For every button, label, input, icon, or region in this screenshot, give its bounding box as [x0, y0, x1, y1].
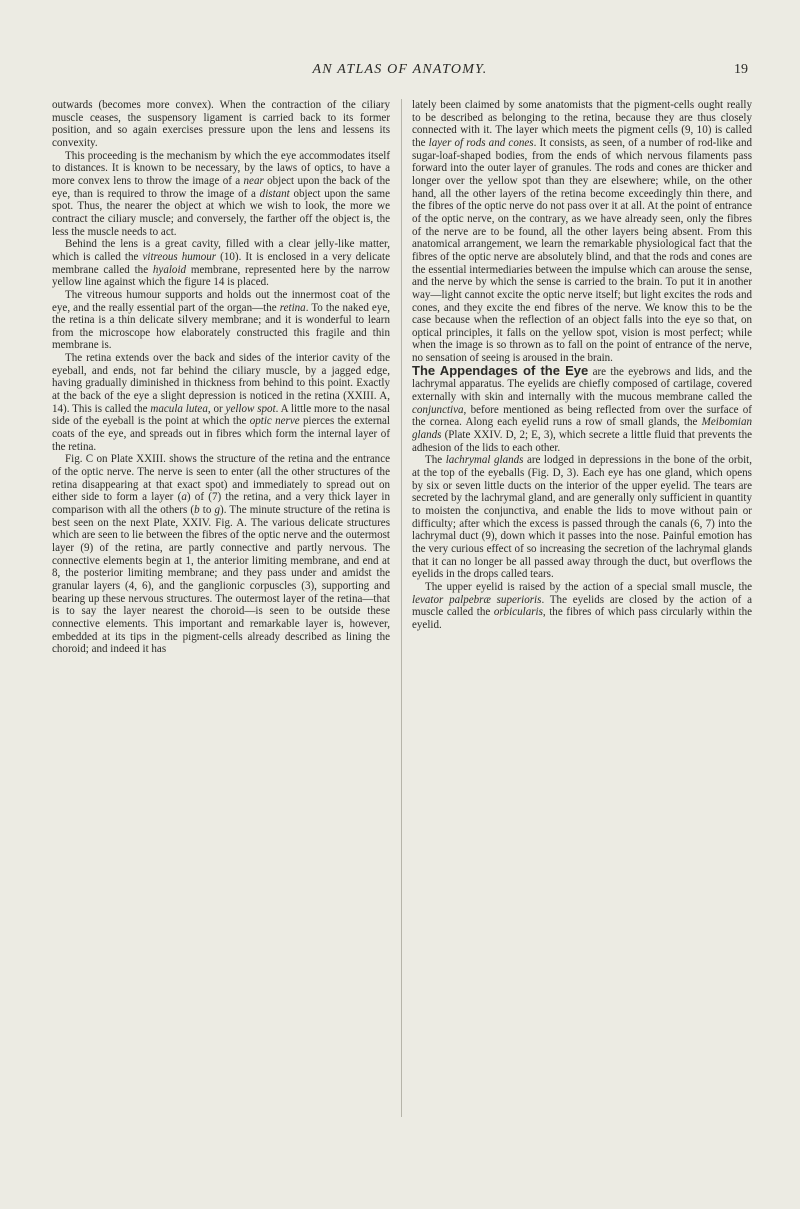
italic-term: vitreous humour [142, 250, 217, 263]
italic-term: lachrymal glands [445, 454, 524, 467]
text: are the eyebrows and lids, and the lachrymal apparatus. The eyelids are chiefly composed of cartilage, covered externally with skin and internally with the mucous membrane called the [412, 365, 752, 404]
italic-term: a [181, 491, 187, 504]
paragraph-appendages [412, 362, 752, 455]
text: (Plate XXIV. D, 2; E, 3), which secrete a little fluid that prevents the adhesion of the lids to each other. [412, 429, 752, 454]
text: , or [207, 402, 226, 415]
paragraph-upper-eyelid [412, 581, 752, 632]
right-column [412, 99, 752, 632]
paragraph-retina-structure [52, 453, 390, 656]
paragraph-lachrymal-glands [412, 454, 752, 581]
italic-term: Meibomian glands [412, 416, 752, 442]
text: ) of (7) the retina, and a very thick layer in comparison with all the others ( [52, 491, 390, 516]
text: , before mentioned as being reflected from over the surface of the cornea. Along each eyelid runs a row of small glands, the [412, 403, 752, 429]
paragraph-retina-intro [52, 289, 390, 352]
italic-term: near [243, 174, 264, 187]
italic-term: layer of rods and cones [428, 136, 534, 149]
paragraph-rods-and-cones [412, 99, 752, 365]
column-divider [401, 99, 402, 1117]
paragraph-vitreous-humour [52, 238, 390, 289]
page-header [0, 62, 800, 86]
italic-term: yellow spot [225, 402, 276, 415]
text: The upper eyelid is raised by the action of a special small muscle, the [425, 580, 752, 593]
section-heading: The Appendages of the Eye [412, 362, 589, 378]
text: membrane, represented here by the narrow yellow line against which the figure 14 is placed. [52, 263, 390, 289]
text: This proceeding is the mechanism by which the eye accommodates itself to distances. It is known to be necessary, by the laws of optics, to have a more convex lens to throw the image of a [52, 149, 390, 187]
text: (10). It is enclosed in a very delicate membrane called the [52, 250, 391, 276]
text: . To the naked eye, the retina is a thin delicate silvery membrane; and it is wonderful to learn from the microscope how elaborately constructed this fragile and thin membrane is. [52, 301, 391, 352]
italic-term: conjunctiva [412, 403, 464, 416]
italic-term: retina [279, 301, 306, 314]
text: are lodged in depressions in the bone of the orbit, at the top of the eyeballs (Fig. D, 3). Each eye has one gland, which opens by six or seven little ducts on the interior of the upper eyelid. The tears are secreted by the lachrymal gland, and are generally only sufficient in quantity to moisten the conjunctiva, and enable the lids to move without pain or difficulty; after which the excess is passed through the canals (6, 7) into the lachrymal duct (9), down which it passes into the nose. Painful emotion has the very curious effect of so increasing the secretion of the lachrymal glands that it can no longer be all passed away through the duct, but overflows the eyelids in the drops called tears. [412, 454, 753, 581]
text: object upon the same spot. Thus, the nearer the object at which we wish to look, the more we contract the ciliary muscle; and conversely, the farther off the object is, the less the muscle needs to act. [52, 187, 390, 238]
text: The vitreous humour supports and holds out the innermost coat of the eye, and the really essential part of the organ—the [52, 288, 390, 314]
text: pierces the external coats of the eye, and spreads out in fibres which form the internal layer of the retina. [52, 415, 390, 453]
text: . A little more to the nasal side of the eyeball is the point at which the [52, 402, 390, 428]
italic-term: macula lutea [150, 402, 208, 415]
text: object upon the back of the eye, than is required to throw the image of a [52, 174, 390, 200]
left-column [52, 99, 390, 656]
text: Fig. C on Plate XXIII. shows the structure of the retina and the entrance of the optic nerve. The nerve is seen to enter (all the other structures of the retina disappearing at that exact spot) and immediately to spread out on either side to form a layer ( [52, 453, 390, 504]
text: , the fibres of which pass circularly within the eyelid. [412, 606, 752, 631]
text: The retina extends over the back and sides of the interior cavity of the eyeball, and ends, not far behind the ciliary muscle, by a jagged edge, having gradually diminished in thickness from behind to this point. Exactly at the back of the eye a slight depression is noticed in the retina (XXIII. A, 14). This is called the [52, 352, 390, 415]
text: . The eyelids are closed by the action of a muscle called the [412, 593, 752, 619]
text: . It consists, as seen, of a number of rod-like and sugar-loaf-shaped bodies, from the ends of which nervous filaments pass forward into the outer layer of granules. The rods and cones are thicker and longer over the yellow spot than they are elsewhere; while, on the other hand, all the other layers of the retina become exceedingly thin there, and the fibres of the optic nerve do not pass over it at all. At the point of entrance of the optic nerve, on the contrary, as we have already seen, only the fibres of the nerve are to be found, all the other layers being absent. From this anatomical arrangement, we learn the remarkable physiological fact that the fibres of the optic nerve are absolutely blind, and that the rods and cones are the essential intermediaries between the impulse which can arouse the sense, and the nerve by which the sense is carried to the brain. To put it in another way—light cannot excite the optic nerve itself; but light excites the rods and cones, and they excite the end fibres of the nerve. We know this to be the case because when the reflection of an object falls into the eye so that, on optical principles, it falls on the yellow spot, vision is most perfect; while when the image is so thrown as to fall on the point of entrance of the nerve, no sensation of seeing is aroused in the brain. [412, 136, 752, 365]
text: Behind the lens is a great cavity, filled with a clear jelly-like matter, which is called the [52, 238, 390, 263]
text: lately been claimed by some anatomists that the pigment-cells ought really to be described as belonging to the retina, because they are thus closely connected with it. The layer which meets the pigment cells (9, 10) is called the [412, 99, 752, 149]
italic-term: b [194, 504, 200, 516]
italic-term: distant [259, 187, 290, 200]
italic-term: g [214, 504, 221, 516]
italic-term: optic nerve [249, 415, 300, 428]
italic-term: hyaloid [152, 263, 187, 276]
paragraph-accommodation-end [52, 99, 390, 150]
italic-term: orbicularis [493, 606, 543, 619]
page-number: 19 [734, 62, 748, 77]
text: to [199, 504, 215, 516]
text: outwards (becomes more convex). When the contraction of the ciliary muscle ceases, the suspensory ligament is carried back to its former position, and so again exercises pressure upon the lens and lessens its convexity. [52, 99, 390, 149]
text: The [425, 454, 446, 467]
running-title: AN ATLAS OF ANATOMY. [312, 62, 488, 77]
paragraph-mechanism [52, 150, 390, 239]
paragraph-retina-extent [52, 352, 390, 453]
italic-term: levator palpebræ superioris [412, 593, 542, 606]
text: ). The minute structure of the retina is best seen on the next Plate, XXIV. Fig. A. The various delicate structures which are seen to lie between the fibres of the optic nerve and the outermost layer (9) of the retina, are partly connective and partly nervous. The connective elements begin at 1, the anterior limiting membrane, and end at 8, the posterior limiting membrane; and they pass under and amidst the granular layers (4, 6), and the ganglionic corpuscles (3), supporting and bearing up these nervous structures. The outermost layer of the retina—that is to say the layer nearest the choroid—is seen to be outside these connective elements. This important and remarkable layer is, however, embedded at its tips in the pigment-cells already described as lining the choroid; and indeed it has [52, 504, 390, 656]
